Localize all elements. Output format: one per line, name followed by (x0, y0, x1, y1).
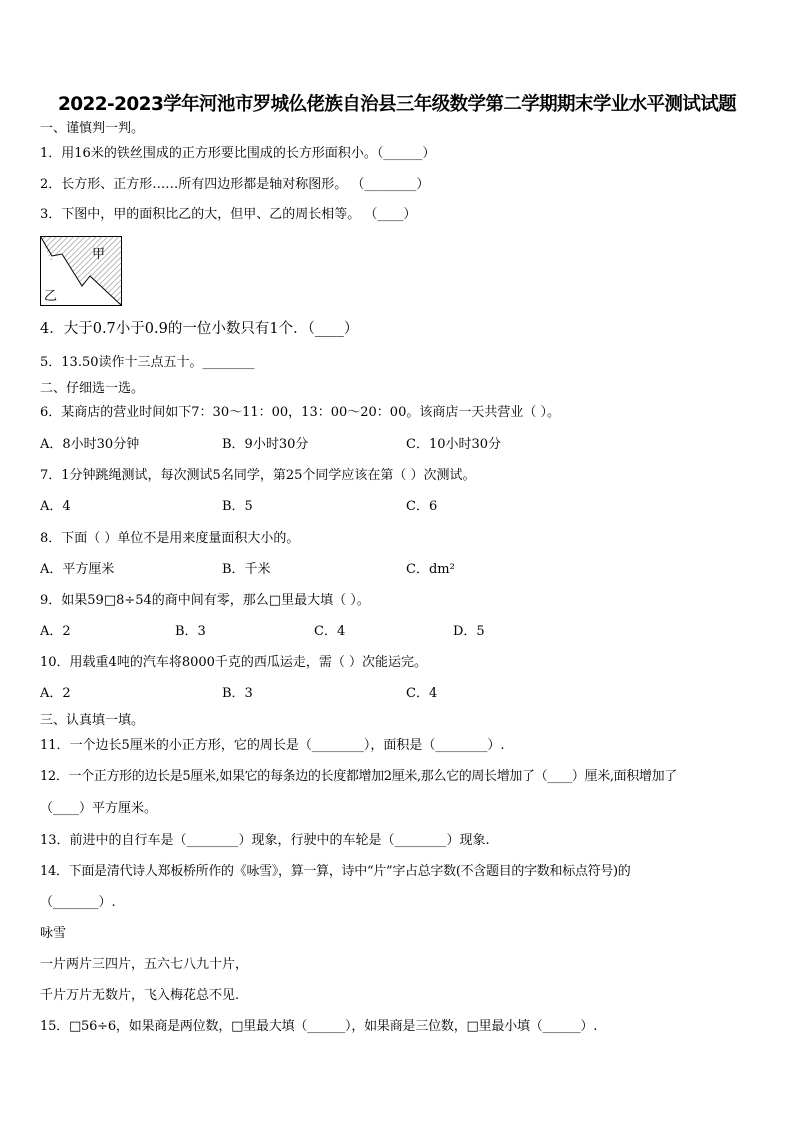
section-heading-fill: 三、认真填一填。 (40, 713, 145, 728)
q8-option-b: B．千米 (222, 562, 271, 577)
q9-option-a: A．2 (40, 624, 71, 639)
q8-option-a: A．平方厘米 (40, 562, 115, 577)
q6-option-c: C．10小时30分 (406, 437, 502, 452)
question-11: 11．一个边长5厘米的小正方形，它的周长是（________），面积是（________）. (40, 738, 505, 753)
q10-option-b: B．3 (222, 686, 253, 701)
question-14-line-1: 14．下面是清代诗人郑板桥所作的《咏雪》，算一算，诗中“片”字占总字数(不含题目的字数和标点符号)的 (40, 864, 631, 879)
section-heading-choose: 二、仔细选一选。 (40, 381, 145, 396)
question-5: 5．13.50读作十三点五十。________ (40, 355, 255, 370)
q9-option-d: D．5 (453, 624, 485, 639)
area-figure (40, 236, 122, 306)
q10-option-a: A．2 (40, 686, 71, 701)
question-1: 1．用16米的铁丝围成的正方形要比围成的长方形面积小。（______） (40, 146, 436, 161)
question-3: 3．下图中，甲的面积比乙的大，但甲、乙的周长相等。 （____） (40, 207, 417, 222)
label-jia: 甲 (92, 247, 106, 262)
section-heading-judge: 一、谨慎判一判。 (40, 121, 145, 136)
question-9: 9．如果59□8÷54的商中间有零，那么□里最大填（ ）。 (40, 593, 370, 608)
question-14-line-2: （_______）. (40, 895, 116, 910)
q6-option-a: A．8小时30分钟 (40, 437, 140, 452)
q6-option-b: B．9小时30分 (222, 437, 309, 452)
question-8: 8．下面（ ）单位不是用来度量面积大小的。 (40, 531, 300, 546)
question-13: 13．前进中的自行车是（________）现象，行驶中的车轮是（________）现象. (40, 833, 490, 848)
q7-option-a: A．4 (40, 499, 71, 514)
question-12-line-2: （____）平方厘米。 (40, 801, 158, 816)
poem-title: 咏雪 (40, 926, 67, 941)
q9-option-b: B．3 (175, 624, 206, 639)
q7-option-b: B．5 (222, 499, 253, 514)
q9-option-c: C．4 (314, 624, 346, 639)
q7-option-c: C．6 (406, 499, 438, 514)
question-7: 7．1分钟跳绳测试，每次测试5名同学，第25个同学应该在第（ ）次测试。 (40, 468, 476, 483)
question-10: 10．用载重4吨的汽车将8000千克的西瓜运走，需（ ）次能运完。 (40, 655, 428, 670)
page-title: 2022-2023学年河池市罗城仫佬族自治县三年级数学第二学期期末学业水平测试试题 (57, 94, 737, 115)
label-yi: 乙 (44, 289, 58, 304)
q8-option-c: C．dm² (406, 562, 455, 577)
question-4: 4．大于0.7小于0.9的一位小数只有1个．（____） (40, 321, 359, 337)
poem-line-1: 一片两片三四片，五六七八九十片， (40, 957, 249, 972)
question-2: 2．长方形、正方形……所有四边形都是轴对称图形。 （________） (40, 177, 430, 192)
question-15: 15．□56÷6，如果商是两位数，□里最大填（______），如果商是三位数，□里最小填（______）. (40, 1019, 598, 1034)
question-6: 6．某商店的营业时间如下7：30～11：00，13：00～20：00。该商店一天共营业（ ）。 (40, 405, 560, 420)
question-12-line-1: 12．一个正方形的边长是5厘米,如果它的每条边的长度都增加2厘米,那么它的周长增加了（____）厘米,面积增加了 (40, 769, 677, 784)
poem-line-2: 千片万片无数片，飞入梅花总不见. (40, 988, 240, 1003)
q10-option-c: C．4 (406, 686, 438, 701)
